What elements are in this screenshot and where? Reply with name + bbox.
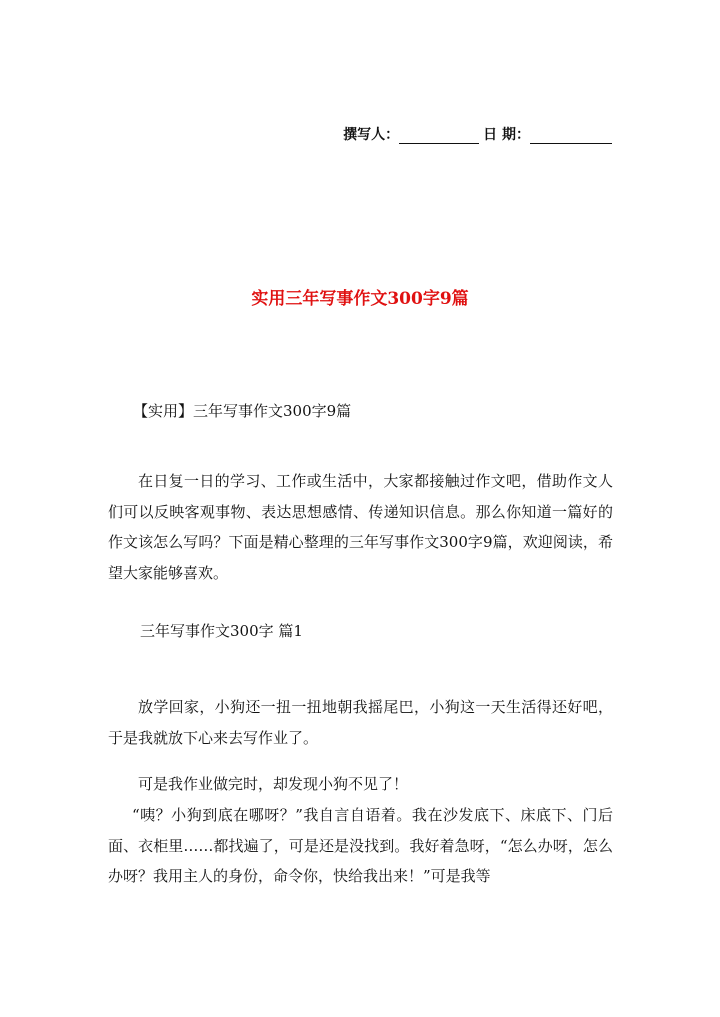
body-paragraph-2: 可是我作业做完时，却发现小狗不见了！ [138,775,409,793]
intro-paragraph: 在日复一日的学习、工作或生活中，大家都接触过作文吧，借助作文人们可以反映客观事物、表达思想感情、传递知识信息。那么你知道一篇好的作文该怎么写吗？下面是精心整理的三年写事作文300字9篇，欢迎阅读，希望大家能够喜欢。 [108,472,613,582]
header-fields [343,124,612,144]
section-heading: 三年写事作文300字 篇1 [140,622,303,640]
body-paragraph-3: “咦？小狗到底在哪呀？”我自言自语着。我在沙发底下、床底下、门后面、衣柜里……都找遍了，可是还是没找到。我好着急呀，“怎么办呀，怎么办呀？我用主人的身份，命令你，快给我出来！”可是我等 [108,806,613,885]
date-blank [530,129,612,144]
document-subtitle: 【实用】三年写事作文300字9篇 [133,402,352,420]
author-blank [399,129,479,144]
document-title: 实用三年写事作文300字9篇 [251,289,469,309]
body-paragraph-1: 放学回家，小狗还一扭一扭地朝我摇尾巴，小狗这一天生活得还好吧，于是我就放下心来去写作业了。 [108,698,613,747]
author-label: 撰写人： [343,127,400,143]
date-label: 日 期： [483,127,530,143]
